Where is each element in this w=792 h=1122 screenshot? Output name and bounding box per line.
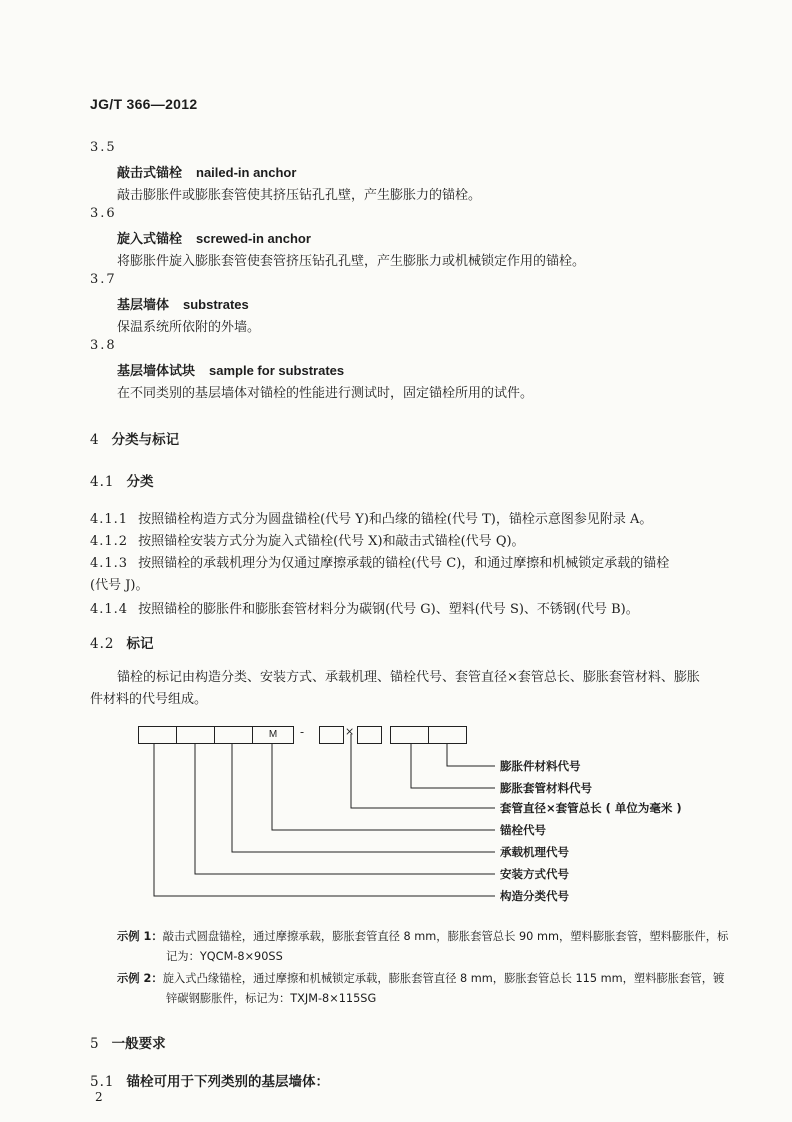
- leader-line: [232, 744, 495, 852]
- term-definition: 保温系统所依附的外墙。: [117, 320, 261, 335]
- diagram-label: 安装方式代号: [500, 867, 569, 881]
- term-number: 3.7: [90, 272, 117, 287]
- leader-line: [351, 734, 495, 808]
- section-title: 分类: [126, 474, 154, 490]
- diagram-label: 锚栓代号: [500, 823, 546, 837]
- term-en: nailed-in anchor: [196, 165, 297, 180]
- marking-intro-line: 件材料的代号组成。: [90, 692, 208, 707]
- example-line: [117, 970, 724, 986]
- section-number: 4.1: [90, 474, 115, 490]
- marking-intro-line: 锚栓的标记由构造分类、安装方式、承载机理、锚栓代号、套管直径×套管总长、膨胀套管材料、膨胀: [117, 670, 700, 685]
- term-en: sample for substrates: [209, 363, 345, 378]
- code-box-expansion-material: [428, 726, 467, 744]
- section-title: 标记: [126, 636, 154, 652]
- term-definition: 将膨胀件旋入膨胀套管使套管挤压钻孔孔壁，产生膨胀力或机械锁定作用的锚栓。: [117, 254, 586, 269]
- example-line: [117, 928, 728, 944]
- diagram-label: 承载机理代号: [500, 845, 569, 859]
- standard-code-header: JG/T 366—2012: [90, 96, 198, 112]
- example-text: 敲击式圆盘锚栓，通过摩擦承载，膨胀套管直径 8 mm，膨胀套管总长 90 mm，塑料膨胀套管，塑料膨胀件，标: [162, 930, 729, 943]
- clause-number: 4.1.1: [90, 512, 129, 527]
- clause-text: 按照锚栓的承载机理分为仅通过摩擦承载的锚栓(代号 C)，和通过摩擦和机械锁定承载的锚栓: [138, 556, 670, 571]
- diagram-label: 膨胀件材料代号: [500, 759, 581, 773]
- code-box-installation: [176, 726, 215, 744]
- example-line: 锌碳钢膨胀件，标记为：TXJM-8×115SG: [166, 992, 377, 1005]
- section-number: 5: [90, 1036, 100, 1052]
- section-title: 分类与标记: [111, 432, 180, 448]
- clause-text: 按照锚栓构造方式分为圆盘锚栓(代号 Y)和凸缘的锚栓(代号 T)，锚栓示意图参见附录 A。: [138, 512, 653, 527]
- example-text: 旋入式凸缘锚栓，通过摩擦和机械锁定承载，膨胀套管直径 8 mm，膨胀套管总长 115 mm，塑料膨胀套管，镀: [162, 972, 725, 985]
- clause-text: 锚栓可用于下列类别的基层墙体：: [126, 1074, 329, 1090]
- term-zh: 基层墙体: [117, 298, 170, 313]
- section-number: 4: [90, 432, 100, 448]
- clause-number: 4.1.3: [90, 556, 129, 571]
- section-number: 5.1: [90, 1074, 115, 1090]
- clause-number: 4.1.4: [90, 602, 129, 617]
- term-en: substrates: [183, 297, 249, 312]
- code-box-mechanism: [214, 726, 253, 744]
- section-number: 4.2: [90, 636, 115, 652]
- clause-number: 4.1.2: [90, 534, 129, 549]
- page-number: 2: [95, 1090, 103, 1104]
- clause-text: 按照锚栓的膨胀件和膨胀套管材料分为碳钢(代号 G)、塑料(代号 S)、不锈钢(代号 B)。: [138, 602, 639, 617]
- term-definition: 敲击膨胀件或膨胀套管使其挤压钻孔孔壁，产生膨胀力的锚栓。: [117, 188, 482, 203]
- term-number: 3.6: [90, 206, 117, 221]
- code-box-structure: [138, 726, 177, 744]
- diagram-label: 构造分类代号: [500, 889, 569, 903]
- leader-line: [195, 744, 495, 874]
- code-box-anchor: M: [252, 726, 294, 744]
- diagram-label: 套管直径×套管总长 ( 单位为毫米 ): [500, 801, 682, 815]
- clause-text: 按照锚栓安装方式分为旋入式锚栓(代号 X)和敲击式锚栓(代号 Q)。: [138, 534, 525, 549]
- section-title: 一般要求: [111, 1036, 166, 1052]
- example-label: 示例 1：: [117, 930, 163, 943]
- code-box-sleeve-material: [390, 726, 429, 744]
- diagram-label: 膨胀套管材料代号: [500, 781, 592, 795]
- term-number: 3.8: [90, 338, 117, 353]
- leader-line: [272, 744, 495, 830]
- leader-line: [154, 744, 495, 896]
- section-heading: [90, 1032, 166, 1052]
- example-label: 示例 2：: [117, 972, 163, 985]
- times-sign: ×: [345, 725, 355, 738]
- term-en: screwed-in anchor: [196, 231, 311, 246]
- term-zh: 旋入式锚栓: [117, 232, 183, 247]
- term-definition: 在不同类别的基层墙体对锚栓的性能进行测试时，固定锚栓所用的试件。: [117, 386, 534, 401]
- subsection-heading: [90, 1070, 329, 1090]
- dash-separator: -: [300, 725, 305, 739]
- code-box-length: [357, 726, 382, 744]
- leader-line: [447, 744, 495, 766]
- term-zh: 敲击式锚栓: [117, 166, 183, 181]
- clause-continuation: (代号 J)。: [90, 578, 149, 593]
- term-number: 3.5: [90, 140, 117, 155]
- example-line: 记为：YQCM-8×90SS: [166, 950, 283, 963]
- term-zh: 基层墙体试块: [117, 364, 196, 379]
- code-box-diameter: [319, 726, 344, 744]
